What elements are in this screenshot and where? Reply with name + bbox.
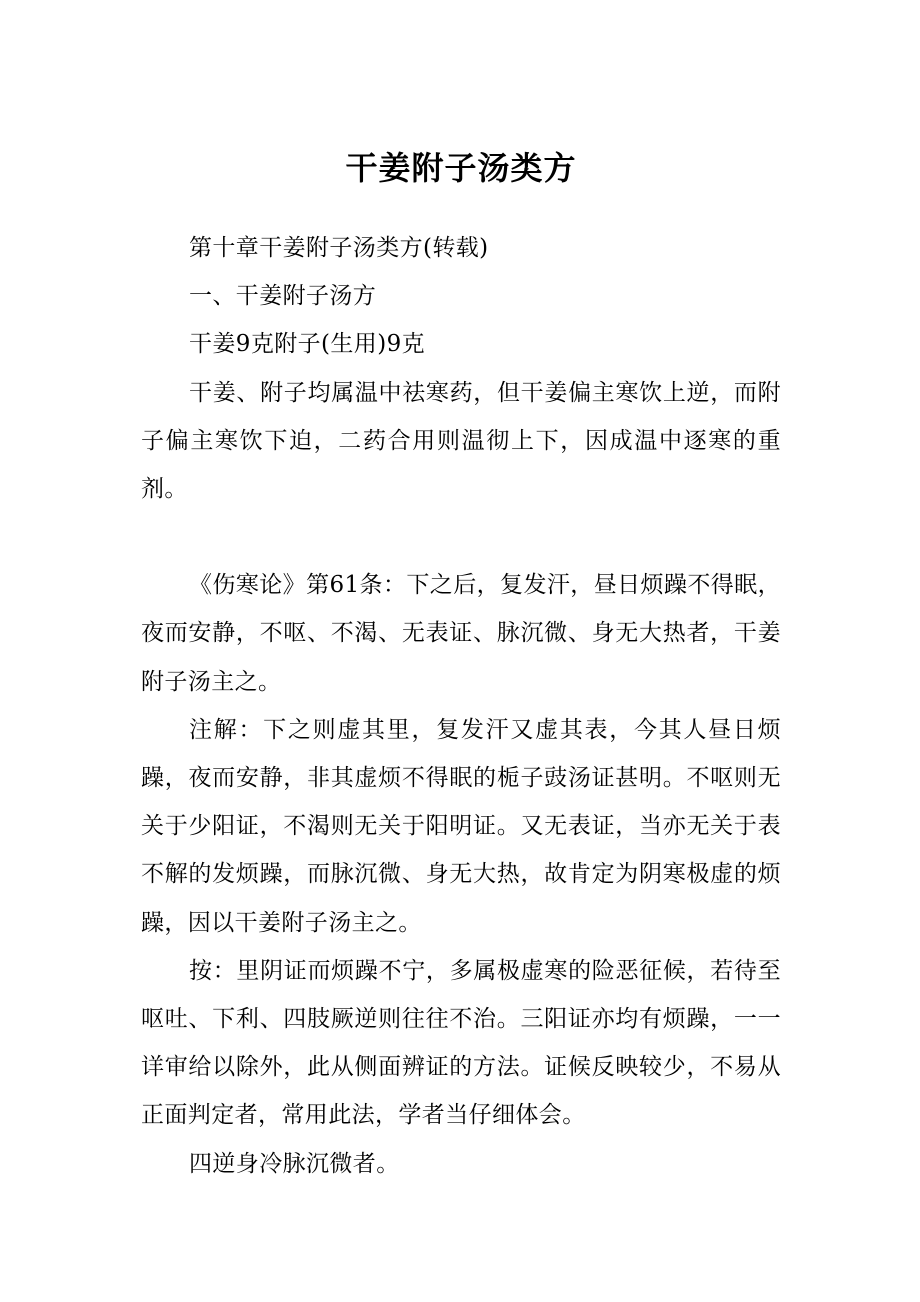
- document-body: [141, 224, 781, 1188]
- document-title: 干姜附子汤类方: [345, 149, 577, 187]
- closing-line: 四逆身冷脉沉微者。: [189, 1150, 400, 1177]
- chapter-heading: 第十章干姜附子汤类方(转载): [189, 235, 489, 261]
- classic-quote: 《伤寒论》第61条：下之后，复发汗，昼日烦躁不得眠，夜而安静，不呕、不渴、无表证、脉沉微、身无大热者，干姜附子汤主之。: [141, 572, 781, 695]
- formula-explanation: 干姜、附子均属温中祛寒药，但干姜偏主寒饮上逆，而附子偏主寒饮下迫，二药合用则温彻上下，因成温中逐寒的重剂。: [141, 379, 781, 503]
- commentary-paragraph: 按：里阴证而烦躁不宁，多属极虚寒的险恶征候，若待至呕吐、下利、四肢厥逆则往往不治。三阳证亦均有烦躁，一一详审给以除外，此从侧面辨证的方法。证候反映较少，不易从正面判定者，常用此法，学者当仔细体会。: [141, 957, 781, 1129]
- annotation-paragraph: 注解：下之则虚其里，复发汗又虚其表，今其人昼日烦躁，夜而安静，非其虚烦不得眠的栀子豉汤证甚明。不呕则无关于少阳证，不渴则无关于阳明证。又无表证，当亦无关于表不解的发烦躁，而脉沉微、身无大热，故肯定为阴寒极虚的烦躁，因以干姜附子汤主之。: [141, 716, 781, 936]
- paragraph-spacer: [141, 513, 781, 561]
- formula-ingredients: 干姜9克附子(生用)9克: [189, 331, 426, 358]
- section-heading: 一、干姜附子汤方: [189, 283, 377, 310]
